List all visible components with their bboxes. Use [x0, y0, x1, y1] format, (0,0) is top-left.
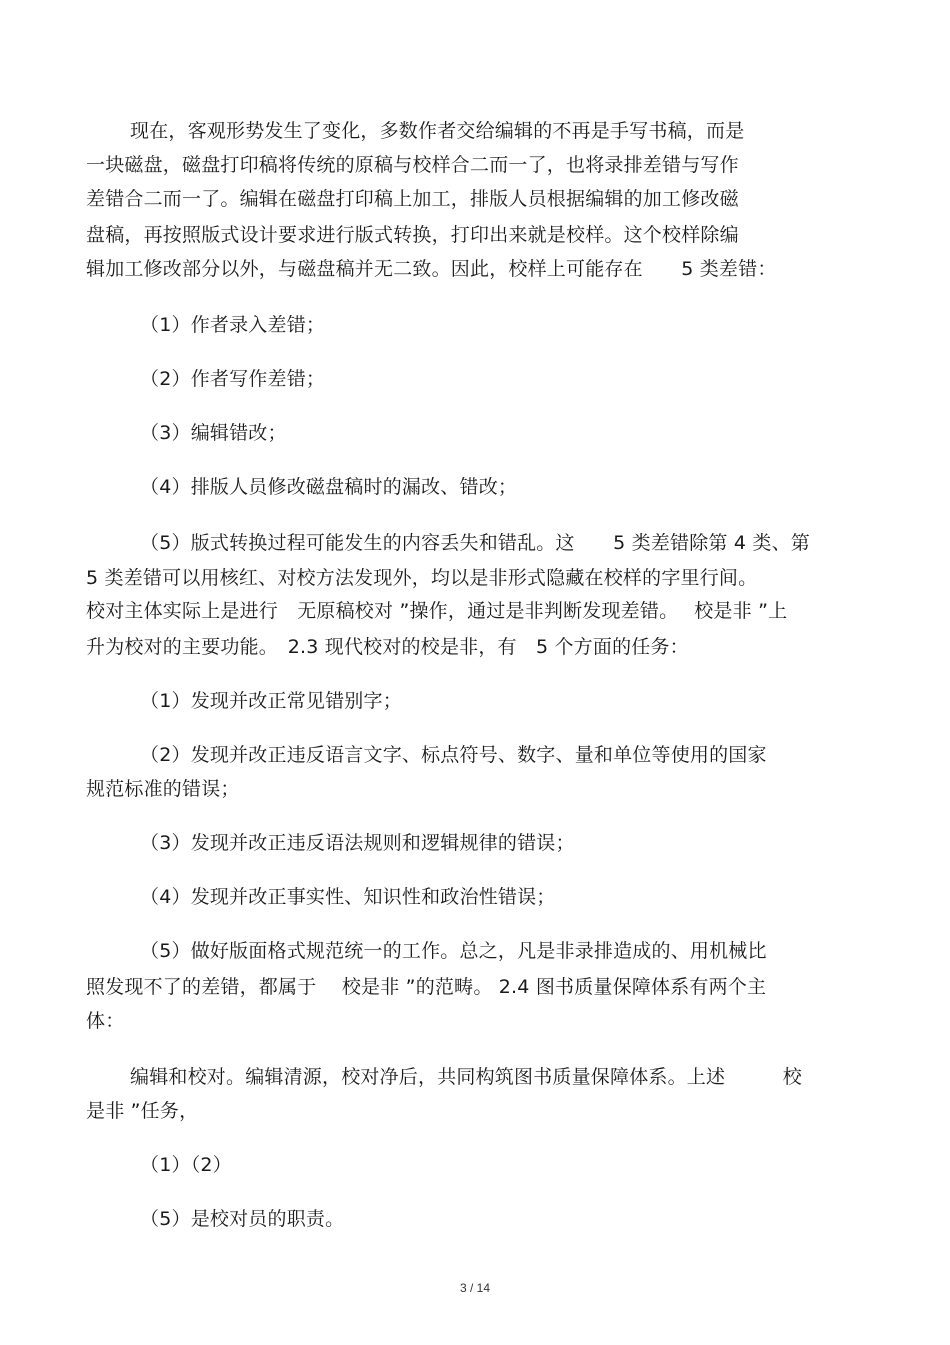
- text-line: 辑加工修改部分以外，与磁盘稿并无二致。因此，校样上可能存在 5 类差错：: [86, 258, 777, 280]
- text-line: 现在，客观形势发生了变化，多数作者交给编辑的不再是手写书稿，而是: [130, 120, 745, 142]
- list-item: （1）发现并改正常见错别字；: [140, 690, 402, 712]
- list-item: （3）发现并改正违反语法规则和逻辑规律的错误；: [140, 832, 575, 854]
- list-item: （4）发现并改正事实性、知识性和政治性错误；: [140, 886, 556, 908]
- list-item: （5）版式转换过程可能发生的内容丢失和错乱。这 5 类差错除第 4 类、第: [140, 532, 810, 554]
- list-item: （4）排版人员修改磁盘稿时的漏改、错改；: [140, 476, 518, 498]
- text-line: 差错合二而一了。编辑在磁盘打印稿上加工，排版人员根据编辑的加工修改磁: [86, 188, 739, 210]
- page-number: 3 / 14: [459, 1281, 491, 1295]
- list-item: （2）作者写作差错；: [140, 368, 326, 390]
- text-line: 5 类差错可以用核红、对校方法发现外，均以是非形式隐藏在校样的字里行间。: [86, 567, 758, 589]
- list-item: （3）编辑错改；: [140, 422, 287, 444]
- text-line: 一块磁盘，磁盘打印稿将传统的原稿与校样合二而一了，也将录排差错与写作: [86, 154, 739, 176]
- text-line: 盘稿，再按照版式设计要求进行版式转换，打印出来就是校样。这个校样除编: [86, 224, 739, 246]
- text-line: 体：: [86, 1010, 125, 1032]
- text-line: 是非 ”任务，: [86, 1100, 199, 1122]
- list-item: （5）是校对员的职责。: [140, 1208, 345, 1230]
- text-line: 升为校对的主要功能。 2.3 现代校对的校是非，有 5 个方面的任务：: [86, 636, 689, 658]
- list-item: （1）（2）: [140, 1154, 232, 1176]
- text-line: 校对主体实际上是进行 无原稿校对 ”操作，通过是非判断发现差错。 校是非 ”上: [86, 600, 788, 622]
- text-line: 照发现不了的差错，都属于 校是非 ”的范畴。 2.4 图书质量保障体系有两个主: [86, 976, 767, 998]
- list-item: （1）作者录入差错；: [140, 314, 326, 336]
- text-line: 规范标准的错误；: [86, 778, 240, 800]
- list-item: （5）做好版面格式规范统一的工作。总之，凡是非录排造成的、用机械比: [140, 940, 767, 962]
- text-line: 编辑和校对。编辑清源，校对净后，共同构筑图书质量保障体系。上述 校: [130, 1066, 803, 1088]
- list-item: （2）发现并改正违反语言文字、标点符号、数字、量和单位等使用的国家: [140, 744, 767, 766]
